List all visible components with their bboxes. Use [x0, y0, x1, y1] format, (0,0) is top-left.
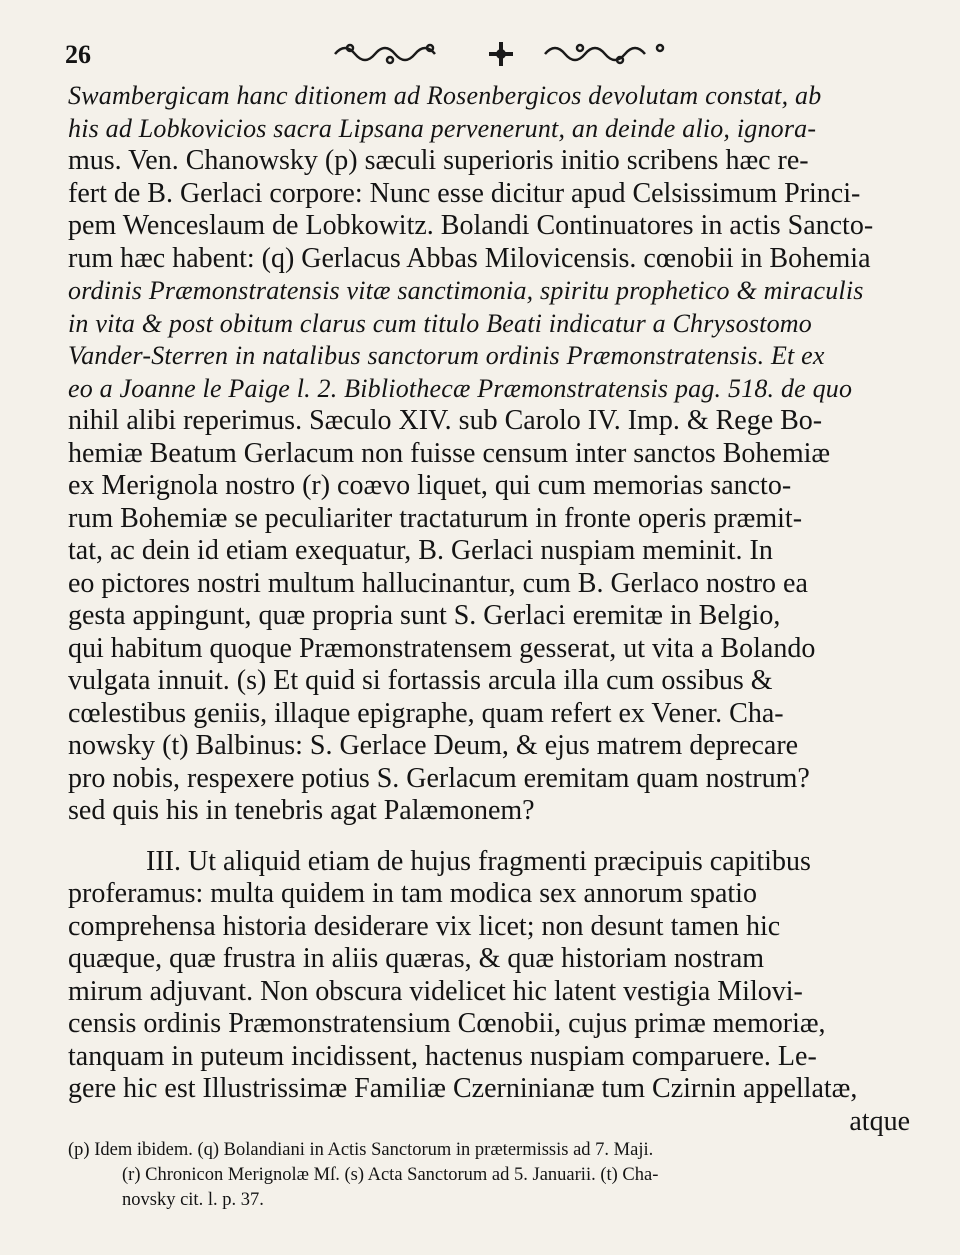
text-line: proferamus: multa quidem in tam modica sex annorum spatio — [68, 878, 757, 909]
header-ornament-icon — [315, 34, 695, 74]
text-line: pem Wenceslaum de Lobkowitz. Bolandi Continuatores in actis Sancto- — [68, 210, 874, 241]
text-line: hemiæ Beatum Gerlacum non fuisse censum inter sanctos Bohemiæ — [68, 437, 831, 469]
paragraph-gap — [68, 828, 940, 846]
text-line: cœlestibus geniis, illaque epigraphe, quam refert ex Vener. Cha- — [68, 697, 784, 729]
footnotes — [68, 1138, 940, 1213]
text-line: tanquam in puteum incidissent, hactenus nuspiam comparuere. Le- — [68, 1040, 817, 1072]
text-line: vulgata innuit. (s) Et quid si fortassis arcula illa cum ossibus & — [68, 665, 773, 696]
text-line: eo pictores nostri multum hallucinantur, cum B. Gerlaco nostro ea — [68, 567, 808, 599]
text-line: III. Ut aliquid etiam de hujus fragmenti præcipuis capitibus — [146, 845, 811, 877]
text-line: mirum adjuvant. Non obscura videlicet hic latent vestigia Milovi- — [68, 975, 803, 1007]
text-line: pro nobis, respexere potius S. Gerlacum eremitam quam nostrum? — [68, 762, 810, 794]
text-line: Swambergicam hanc ditionem ad Rosenbergicos devolutam constat, ab — [68, 81, 822, 110]
text-line: atque — [849, 1105, 910, 1137]
text-line: quæque, quæ frustra in aliis quæras, & quæ historiam nostram — [68, 943, 765, 974]
text-line: tat, ac dein id etiam exequatur, B. Gerlaci nuspiam meminit. In — [68, 535, 773, 566]
text-line: sed quis his in tenebris agat Palæmonem? — [68, 795, 535, 826]
text-line: comprehensa historia desiderare vix licet; non desunt tamen hic — [68, 910, 781, 942]
text-line: rum Bohemiæ se peculiariter tractaturum in fronte operis præmit- — [68, 502, 803, 534]
page-header — [65, 40, 915, 72]
page-number: 26 — [65, 40, 91, 69]
footnote-line: (r) Chronicon Merignolæ Mſ. (s) Acta Sanctorum ad 5. Januarii. (t) Cha- — [122, 1165, 659, 1185]
text-line: ex Merignola nostro (r) coævo liquet, qui cum memorias sancto- — [68, 470, 792, 501]
text-line: eo a Joanne le Paige l. 2. Bibliothecæ Præmonstratensis pag. 518. de quo — [68, 373, 853, 403]
text-line: Vander-Sterren in natalibus sanctorum ordinis Præmonstratensis. Et ex — [68, 341, 825, 370]
text-line: in vita & post obitum clarus cum titulo Beati indicatur a Chrysostomo — [68, 308, 812, 338]
footnote-line: (p) Idem ibidem. (q) Bolandiani in Actis Sanctorum in prætermissis ad 7. Maji. — [68, 1140, 654, 1160]
text-line: mus. Ven. Chanowsky (p) sæculi superioris initio scribens hæc re- — [68, 145, 809, 176]
text-line: rum hæc habent: (q) Gerlacus Abbas Milovicensis. cœnobii in Bohemia — [68, 242, 871, 274]
text-line: censis ordinis Præmonstratensium Cœnobii, cujus primæ memoriæ, — [68, 1008, 826, 1039]
footnote-line: novsky cit. l. p. 37. — [122, 1190, 264, 1210]
text-line: nihil alibi reperimus. Sæculo XIV. sub Carolo IV. Imp. & Rege Bo- — [68, 405, 823, 436]
text-line: gere hic est Illustrissimæ Familiæ Czerninianæ tum Czirnin appellatæ, — [68, 1073, 858, 1104]
text-line: his ad Lobkovicios sacra Lipsana pervenerunt, an deinde alio, ignora- — [68, 113, 817, 143]
body-text — [68, 80, 940, 1138]
text-line: fert de B. Gerlaci corpore: Nunc esse dicitur apud Celsissimum Princi- — [68, 177, 861, 209]
text-line: ordinis Præmonstratensis vitæ sanctimonia, spiritu prophetico & miraculis — [68, 276, 864, 305]
text-line: gesta appingunt, quæ propria sunt S. Gerlaci eremitæ in Belgio, — [68, 600, 781, 631]
text-line: qui habitum quoque Præmonstratensem gesserat, ut vita a Bolando — [68, 632, 816, 664]
text-line: nowsky (t) Balbinus: S. Gerlace Deum, & ejus matrem deprecare — [68, 730, 799, 761]
